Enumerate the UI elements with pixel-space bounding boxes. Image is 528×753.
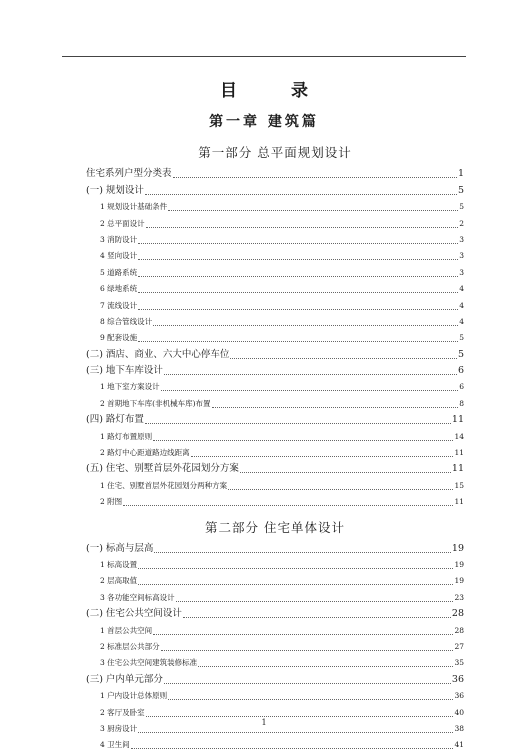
dot-leader	[123, 505, 453, 506]
toc-entry[interactable]	[86, 248, 464, 264]
toc-entry-label: 4 竖向设计	[100, 251, 138, 261]
toc-entry-page: 11	[454, 448, 464, 458]
toc-entry-label: 7 流线设计	[100, 300, 138, 310]
toc-entry[interactable]	[86, 622, 464, 638]
toc-entry-page: 2	[459, 218, 464, 228]
toc-entry-label: 3 各功能空间标高设计	[100, 592, 175, 602]
toc-entry-page: 1	[457, 168, 464, 180]
dot-leader	[138, 259, 458, 260]
toc-entry-page: 11	[451, 463, 464, 475]
toc-entry[interactable]	[86, 281, 464, 297]
toc-entry[interactable]	[86, 737, 464, 753]
toc-entry[interactable]	[86, 330, 464, 346]
toc-entry-label: 3 住宅公共空间建筑装修标准	[100, 658, 198, 668]
toc-entry[interactable]	[86, 346, 464, 362]
dot-leader	[145, 423, 451, 424]
toc-entry[interactable]	[86, 166, 464, 182]
toc-entry[interactable]	[86, 606, 464, 622]
toc-entry[interactable]	[86, 314, 464, 330]
toc-entry[interactable]	[86, 199, 464, 215]
toc-entry-page: 4	[459, 284, 464, 294]
toc-entry-page: 28	[454, 625, 464, 635]
toc-entry[interactable]	[86, 428, 464, 444]
toc-entry[interactable]	[86, 412, 464, 428]
toc-entry[interactable]	[86, 379, 464, 395]
toc-entry[interactable]	[86, 445, 464, 461]
toc-entry-page: 5	[459, 202, 464, 212]
toc-entry-page: 6	[457, 365, 464, 377]
dot-leader	[131, 748, 454, 749]
dot-leader	[176, 601, 454, 602]
toc-entry-label: 2 层高取值	[100, 576, 138, 586]
toc-entry-page: 35	[454, 658, 464, 668]
dot-leader	[138, 243, 458, 244]
dot-leader	[138, 341, 458, 342]
dot-leader	[153, 634, 453, 635]
dot-leader	[240, 472, 451, 473]
toc-entry[interactable]	[86, 671, 464, 687]
page-number: 1	[261, 718, 267, 727]
toc-entry-label: 3 厨房设计	[100, 723, 138, 733]
dot-leader	[230, 358, 457, 359]
toc-entry-page: 8	[459, 398, 464, 408]
dot-leader	[138, 584, 453, 585]
toc-entry-page: 3	[459, 251, 464, 261]
toc-entry-label: 住宅系列户型分类表	[86, 168, 172, 180]
toc-entry-label: 5 道路系统	[100, 267, 138, 277]
toc-entry-page: 14	[454, 431, 464, 441]
toc-entry[interactable]	[86, 540, 464, 556]
toc-entry-label: (五) 住宅、别墅首层外花园划分方案	[86, 463, 239, 475]
chapter-heading: 第一章 建筑篇	[209, 114, 319, 130]
toc-entry-label: 8 综合管线设计	[100, 316, 153, 326]
dot-leader	[138, 276, 458, 277]
toc-entry-page: 36	[454, 691, 464, 701]
dot-leader	[161, 650, 454, 651]
part-heading: 第二部分 住宅单体设计	[205, 520, 345, 536]
toc-entry-label: 2 附图	[100, 497, 123, 507]
dot-leader	[154, 552, 450, 553]
toc-entry-page: 23	[454, 592, 464, 602]
toc-entry-label: 2 首期地下车库(非机械车库)布置	[100, 398, 211, 408]
dot-leader	[138, 568, 453, 569]
dot-leader	[173, 177, 457, 178]
dot-leader	[153, 440, 453, 441]
toc-entry[interactable]	[86, 264, 464, 280]
toc-entry[interactable]	[86, 215, 464, 231]
toc-entry-label: 1 路灯布置原则	[100, 431, 153, 441]
dot-leader	[145, 194, 457, 195]
dot-leader	[212, 407, 459, 408]
toc-entry[interactable]	[86, 182, 464, 198]
header-rule	[62, 56, 466, 57]
dot-leader	[164, 374, 457, 375]
toc-entry[interactable]	[86, 395, 464, 411]
table-of-contents	[86, 145, 464, 753]
toc-entry-page: 4	[459, 300, 464, 310]
part-heading: 第一部分 总平面规划设计	[198, 145, 352, 160]
toc-entry-page: 3	[459, 234, 464, 244]
toc-entry-page: 19	[454, 559, 464, 569]
toc-entry-page: 5	[459, 333, 464, 343]
toc-entry-label: (一) 标高与层高	[86, 542, 154, 554]
toc-entry-page: 19	[454, 576, 464, 586]
toc-entry[interactable]	[86, 494, 464, 510]
toc-entry-label: 2 路灯中心距道路边线距离	[100, 448, 190, 458]
dot-leader	[164, 683, 451, 684]
dot-leader	[138, 309, 458, 310]
dot-leader	[153, 325, 458, 326]
toc-entry-label: (一) 规划设计	[86, 184, 144, 196]
toc-entry-page: 3	[459, 267, 464, 277]
toc-entry-page: 11	[454, 497, 464, 507]
toc-entry[interactable]	[86, 557, 464, 573]
toc-entry-page: 6	[459, 382, 464, 392]
toc-entry-label: (四) 路灯布置	[86, 414, 144, 426]
dot-leader	[183, 617, 451, 618]
toc-entry-label: 1 住宅、别墅首层外花园划分两种方案	[100, 480, 228, 490]
toc-entry-page: 38	[454, 723, 464, 733]
toc-entry[interactable]	[86, 461, 464, 477]
dot-leader	[146, 716, 454, 717]
toc-entry-label: 2 总平面设计	[100, 218, 145, 228]
toc-entry-label: 2 标准层公共部分	[100, 641, 160, 651]
toc-entry-page: 40	[454, 707, 464, 717]
toc-entry[interactable]	[86, 297, 464, 313]
toc-entry-label: 1 地下室方案设计	[100, 382, 160, 392]
toc-entry-page: 19	[451, 542, 464, 554]
toc-entry-label: 6 绿地系统	[100, 284, 138, 294]
toc-entry-page: 41	[454, 740, 464, 750]
toc-entry[interactable]	[86, 589, 464, 605]
dot-leader	[161, 390, 459, 391]
toc-entry-label: (二) 住宅公共空间设计	[86, 608, 182, 620]
toc-entry-page: 5	[457, 348, 464, 360]
toc-entry-page: 28	[451, 608, 464, 620]
dot-leader	[168, 699, 453, 700]
toc-entry[interactable]	[86, 363, 464, 379]
toc-entry-page: 11	[451, 414, 464, 426]
dot-leader	[168, 210, 458, 211]
toc-title: 目 录	[220, 81, 332, 101]
dot-leader	[191, 456, 454, 457]
toc-entry[interactable]	[86, 688, 464, 704]
toc-entry-page: 4	[459, 316, 464, 326]
toc-entry-label: 1 标高设置	[100, 559, 138, 569]
toc-entry-label: 1 户内设计总体原则	[100, 691, 168, 701]
toc-entry-label: 1 首层公共空间	[100, 625, 153, 635]
toc-entry-label: 1 规划设计基础条件	[100, 202, 168, 212]
dot-leader	[146, 227, 459, 228]
toc-entry[interactable]	[86, 573, 464, 589]
toc-entry[interactable]	[86, 477, 464, 493]
toc-entry-label: (二) 酒店、商业、六大中心停车位	[86, 348, 230, 360]
toc-entry-label: 3 消防设计	[100, 234, 138, 244]
toc-entry-page: 36	[451, 673, 464, 685]
toc-entry-page: 27	[454, 641, 464, 651]
toc-entry-label: 9 配套设施	[100, 333, 138, 343]
toc-entry[interactable]	[86, 655, 464, 671]
toc-entry[interactable]	[86, 232, 464, 248]
toc-entry-label: 4 卫生间	[100, 740, 130, 750]
toc-entry[interactable]	[86, 639, 464, 655]
toc-entry-page: 15	[454, 480, 464, 490]
dot-leader	[138, 292, 458, 293]
toc-entry-label: 2 客厅及卧室	[100, 707, 145, 717]
toc-entry-label: (三) 户内单元部分	[86, 673, 163, 685]
dot-leader	[228, 489, 453, 490]
toc-entry-page: 5	[457, 184, 464, 196]
dot-leader	[138, 732, 453, 733]
dot-leader	[198, 666, 453, 667]
toc-entry-label: (三) 地下车库设计	[86, 365, 163, 377]
